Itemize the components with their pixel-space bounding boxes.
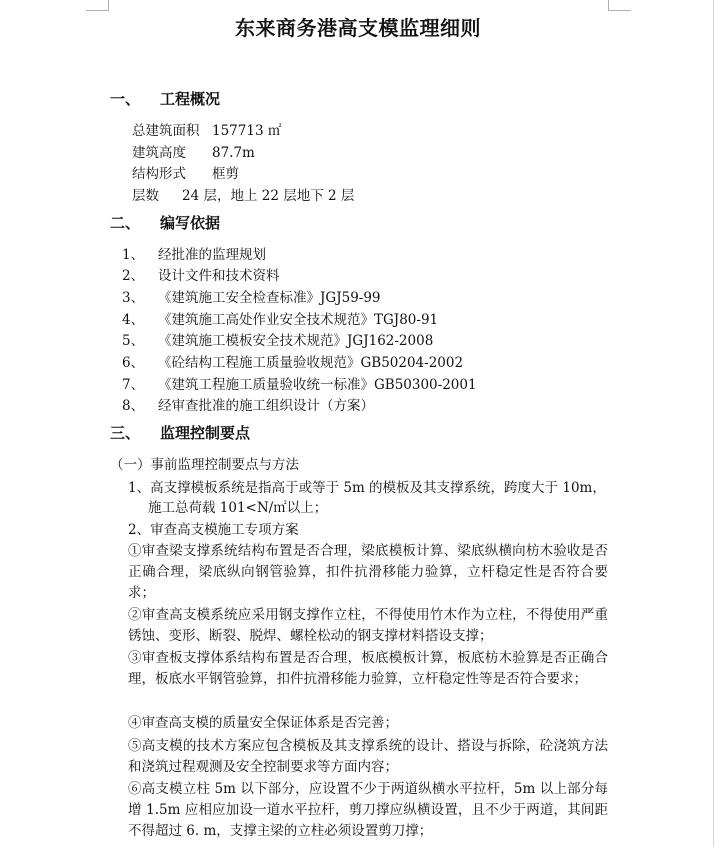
basis-text: 《建筑工程施工质量验收统一标准》GB50300-2001 <box>158 377 477 393</box>
overview-value: 87.7m <box>212 145 255 161</box>
basis-text: 《建筑施工模板安全技术规范》JGJ162-2008 <box>158 333 434 349</box>
overview-label: 建筑高度 <box>132 145 186 161</box>
control-point-4: ④审查高支模的质量安全保证体系是否完善； <box>128 715 398 731</box>
section-heading-control <box>110 422 250 444</box>
basis-number: 8、 <box>122 398 145 414</box>
basis-number: 5、 <box>122 333 145 349</box>
overview-label: 总建筑面积 <box>132 123 200 139</box>
basis-text: 《建筑施工安全检查标准》JGJ59-99 <box>158 290 381 306</box>
basis-number: 4、 <box>122 312 145 328</box>
overview-value: 框剪 <box>212 166 239 182</box>
control-item-1-line-2: 施工总荷载 101<N/㎡以上； <box>148 500 328 516</box>
basis-text: 《砼结构工程施工质量验收规范》GB50204-2002 <box>158 355 464 371</box>
overview-row-area <box>132 121 281 141</box>
basis-text: 经批准的监理规划 <box>158 247 266 263</box>
section-number: 一、 <box>110 90 141 108</box>
overview-row-height <box>132 143 255 163</box>
section-number: 三、 <box>110 424 141 442</box>
section-heading-basis <box>110 212 220 234</box>
control-point-6: ⑥高支模立柱 5m 以下部分，应设置不少于两道纵横水平拉杆，5m 以上部分每增 1.5m 应相应加设一道水平拉杆，剪刀撑应纵横设置，且不少于两道，其间距不得超过 6. m，支撑主梁的立柱必须设置剪刀撑； <box>128 781 608 839</box>
basis-text: 《建筑施工高处作业安全技术规范》TGJ80-91 <box>158 312 439 328</box>
control-subheading: （一）事前监理控制要点与方法 <box>110 457 299 473</box>
basis-item <box>122 331 433 351</box>
basis-item <box>122 396 374 416</box>
basis-item <box>122 245 266 265</box>
basis-number: 3、 <box>122 290 145 306</box>
overview-value: 24 层，地上 22 层地下 2 层 <box>182 188 355 204</box>
control-point-1: ①审查梁支撑系统结构布置是否合理，梁底模板计算、梁底纵横向枋木验收是否正确合理，梁底纵向钢管验算，扣件抗滑移能力验算，立杆稳定性是否符合要求； <box>128 543 608 601</box>
overview-row-floors <box>132 186 354 206</box>
control-point-5: ⑤高支模的技术方案应包含模板及其支撑系统的设计、搭设与拆除，砼浇筑方法和浇筑过程观测及安全控制要求等方面内容； <box>128 738 608 775</box>
basis-item <box>122 310 438 330</box>
section-number: 二、 <box>110 214 141 232</box>
basis-item <box>122 353 463 373</box>
document-title: 东来商务港高支模监理细则 <box>235 16 481 40</box>
section-title: 工程概况 <box>160 90 221 108</box>
basis-number: 7、 <box>122 377 145 393</box>
control-item-1-line-1: 1、高支撑模板系统是指高于或等于 5m 的模板及其支撑系统，跨度大于 10m， <box>128 480 606 496</box>
overview-value: 157713 ㎡ <box>212 123 282 139</box>
page-corner-mark-left <box>86 0 109 11</box>
control-point-3: ③审查板支撑体系结构布置是否合理，板底模板计算，板底枋木验算是否正确合理，板底水平钢管验算，扣件抗滑移能力验算，立杆稳定性等是否符合要求； <box>128 650 608 687</box>
basis-item <box>122 266 280 286</box>
overview-row-structure <box>132 164 239 184</box>
section-title: 监理控制要点 <box>160 424 251 442</box>
basis-number: 6、 <box>122 355 145 371</box>
section-title: 编写依据 <box>160 214 221 232</box>
overview-label: 层数 <box>132 188 159 204</box>
page-edge-rule <box>713 0 714 847</box>
basis-item <box>122 375 477 395</box>
basis-item <box>122 288 381 308</box>
basis-text: 经审查批准的施工组织设计（方案） <box>158 398 374 414</box>
basis-number: 1、 <box>122 247 145 263</box>
control-item-2: 2、审查高支模施工专项方案 <box>128 522 299 538</box>
section-heading-overview <box>110 88 220 110</box>
page-corner-mark-right <box>608 0 631 11</box>
control-point-2: ②审查高支模系统应采用钢支撑作立柱，不得使用竹木作为立柱，不得使用严重锈蚀、变形、断裂、脱焊、螺栓松动的钢支撑材料搭设支撑； <box>128 607 608 644</box>
basis-number: 2、 <box>122 268 145 284</box>
overview-label: 结构形式 <box>132 166 186 182</box>
basis-text: 设计文件和技术资料 <box>158 268 280 284</box>
